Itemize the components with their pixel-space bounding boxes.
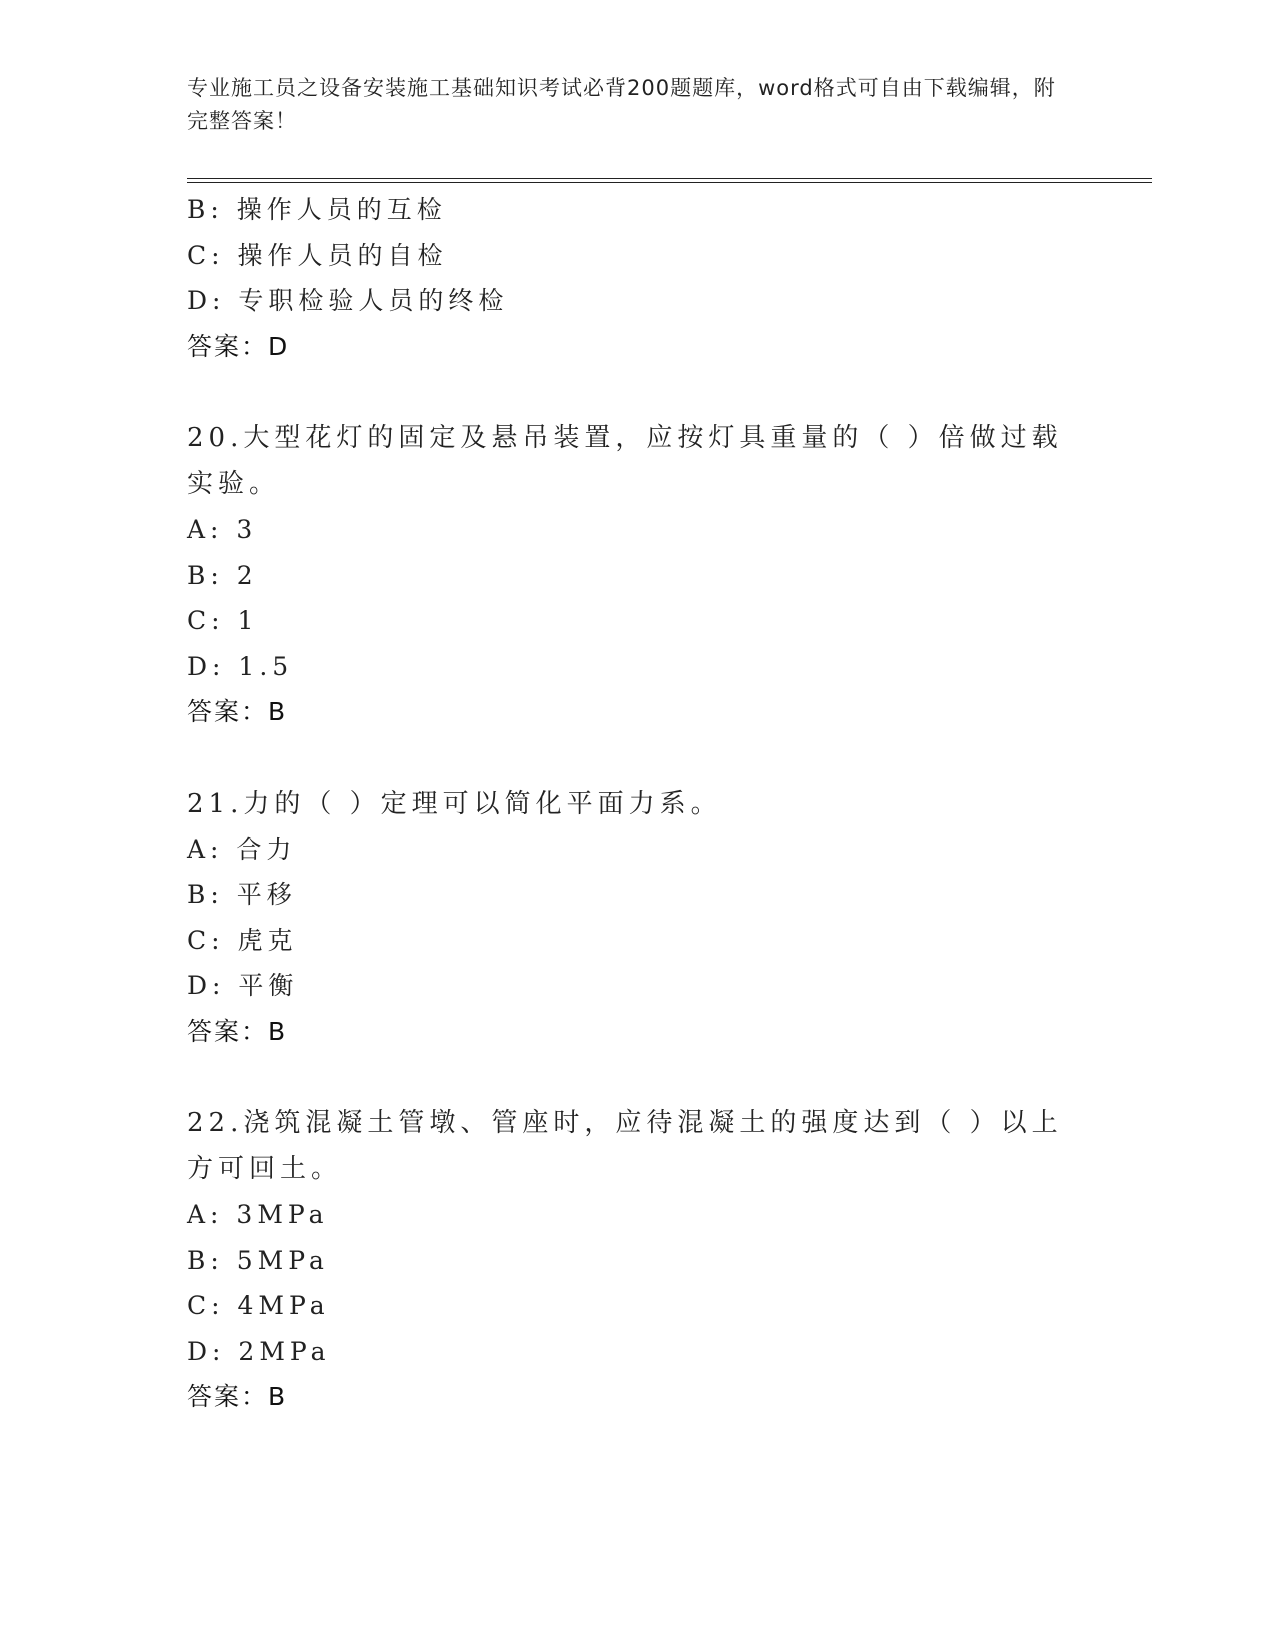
option-d: D: 平衡	[187, 971, 299, 1000]
header-divider-bottom	[187, 182, 1152, 183]
option-b: B: 平移	[187, 880, 297, 909]
answer-line: 答案：D	[187, 331, 290, 361]
question-20	[187, 415, 1067, 735]
question-stem: 22.浇筑混凝土管墩、管座时，应待混凝土的强度达到（ ）以上方可回土。	[187, 1108, 1063, 1184]
question-22	[187, 1100, 1067, 1420]
option-d: D: 2MPa	[187, 1336, 331, 1366]
question-21	[187, 781, 1067, 1055]
option-a: A: 3	[187, 515, 258, 544]
question-stem: 20.大型花灯的固定及悬吊装置，应按灯具重量的（ ）倍做过载实验。	[187, 423, 1063, 499]
document-header: 专业施工员之设备安装施工基础知识考试必背200题题库，word格式可自由下载编辑，附完整答案！	[187, 76, 1056, 133]
option-c: C: 操作人员的自检	[187, 240, 448, 270]
answer-line: 答案：B	[187, 1016, 288, 1046]
option-b: B: 2	[187, 560, 258, 590]
option-b: B: 操作人员的互检	[187, 195, 447, 224]
option-a: A: 3MPa	[187, 1200, 329, 1229]
option-b: B: 5MPa	[187, 1245, 329, 1275]
continued-question	[187, 187, 1067, 369]
option-d: D: 专职检验人员的终检	[187, 286, 509, 315]
document-body	[187, 187, 1067, 1420]
answer-line: 答案：B	[187, 1382, 288, 1411]
header-divider-top	[187, 178, 1152, 179]
option-c: C: 虎克	[187, 925, 298, 955]
answer-line: 答案：B	[187, 697, 288, 726]
option-c: C: 4MPa	[187, 1291, 330, 1320]
option-a: A: 合力	[187, 834, 297, 864]
question-stem: 21.力的（ ）定理可以简化平面力系。	[187, 788, 722, 819]
option-d: D: 1.5	[187, 651, 294, 681]
option-c: C: 1	[187, 606, 259, 635]
